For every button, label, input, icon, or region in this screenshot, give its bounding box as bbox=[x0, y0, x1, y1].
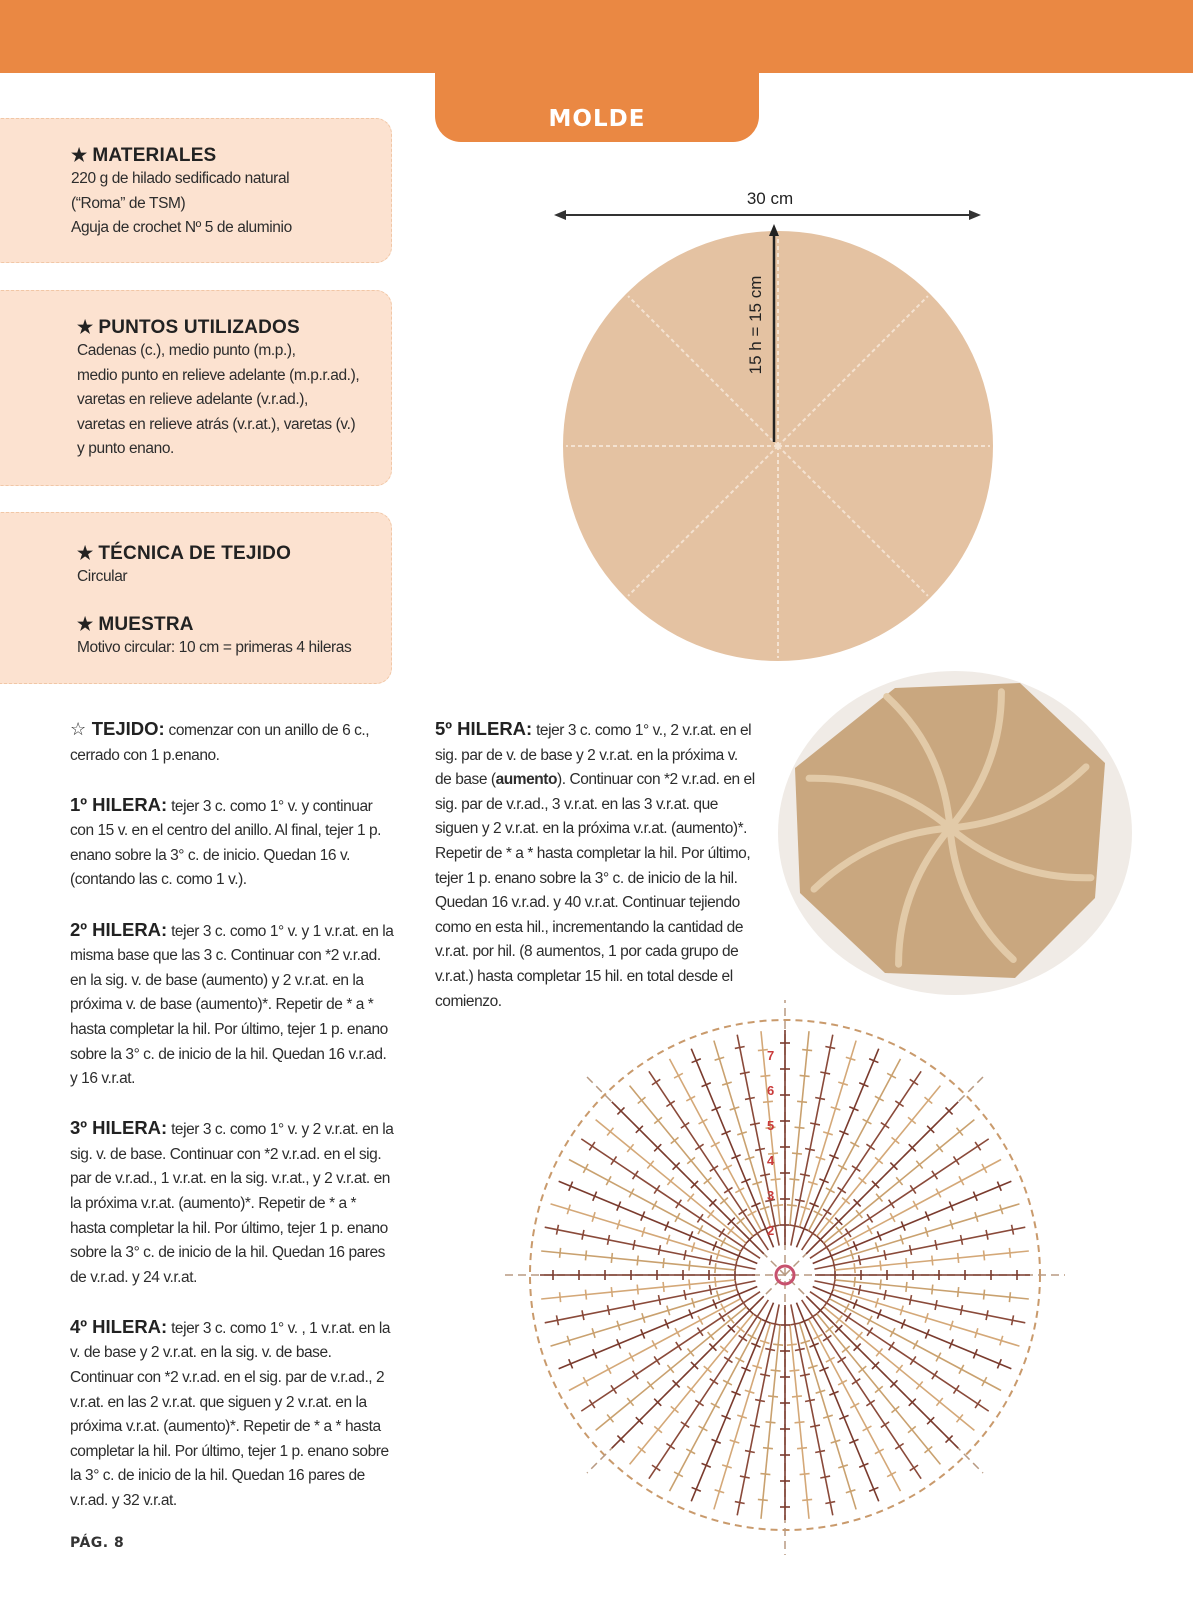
tejido-label: TEJIDO: bbox=[91, 718, 165, 739]
stitch-tick bbox=[984, 1250, 985, 1260]
stitch-tick bbox=[866, 1400, 874, 1406]
stitch-tick bbox=[755, 1400, 765, 1402]
stitch-tick bbox=[880, 1279, 881, 1289]
stitch-tick bbox=[792, 1153, 802, 1154]
stitch-tick bbox=[758, 1499, 768, 1500]
stitch-tick bbox=[684, 1290, 686, 1300]
stitch-line bbox=[796, 1303, 878, 1502]
stitch-tick bbox=[695, 1400, 703, 1406]
stitch-tick bbox=[739, 1209, 747, 1215]
stitch-tick bbox=[773, 1344, 783, 1345]
width-arrow-left-head bbox=[554, 210, 566, 220]
stitch-tick bbox=[741, 1299, 747, 1307]
stitch-tick bbox=[910, 1079, 918, 1085]
hilera-3-label: 3º HILERA: bbox=[70, 1117, 168, 1139]
materiales-title: MATERIALES bbox=[92, 145, 217, 166]
stitch-tick bbox=[795, 1422, 805, 1423]
stitch-tick bbox=[771, 1179, 781, 1180]
star-icon: ★ bbox=[71, 145, 88, 165]
stitch-tick bbox=[724, 1187, 732, 1193]
hilera-1-text: tejer 3 c. como 1° v. y continuar con 15 v. en el centro del anillo. Al final, tejer 1 p. enano sobre la 3° c. de inicio. Quedan 16 v. (contando las c. como 1 v.). bbox=[70, 797, 381, 889]
hollow-star-icon: ☆ bbox=[70, 719, 86, 739]
stitch-tick bbox=[654, 1185, 660, 1193]
stitch-tick bbox=[880, 1261, 881, 1271]
stitch-tick bbox=[910, 1185, 916, 1193]
tecnica-box bbox=[0, 512, 392, 684]
stitch-tick bbox=[910, 1465, 918, 1471]
materiales-box bbox=[0, 118, 392, 263]
stitch-tick bbox=[789, 1370, 799, 1371]
stitch-tick bbox=[637, 1256, 638, 1266]
stitch-tick bbox=[663, 1258, 664, 1268]
stitch-tick bbox=[910, 1295, 912, 1305]
hilera-2-paragraph bbox=[70, 918, 395, 1092]
knitted-beret-photo bbox=[775, 668, 1135, 998]
stitch-tick bbox=[958, 1253, 959, 1263]
puntos-title: PUNTOS UTILIZADOS bbox=[98, 317, 300, 338]
stitch-tick bbox=[867, 1328, 873, 1336]
stitch-tick bbox=[637, 1285, 638, 1295]
stitch-tick bbox=[611, 1253, 612, 1263]
stitch-line bbox=[559, 1181, 758, 1263]
stitch-tick bbox=[735, 1260, 737, 1270]
stitch-line bbox=[691, 1049, 773, 1248]
stitch-line bbox=[806, 1102, 958, 1254]
crochet-chart bbox=[500, 1000, 1080, 1580]
stitch-tick bbox=[838, 1187, 846, 1193]
stitch-tick bbox=[681, 1123, 689, 1129]
stitch-tick bbox=[556, 1315, 558, 1325]
stitch-tick bbox=[961, 1235, 963, 1245]
stitch-tick bbox=[825, 1502, 835, 1504]
stitch-tick bbox=[910, 1245, 912, 1255]
stitch-tick bbox=[881, 1422, 889, 1428]
chart-row-label: 5 bbox=[767, 1118, 775, 1133]
stitch-tick bbox=[1012, 1225, 1014, 1235]
stitch-line bbox=[612, 1296, 764, 1448]
stitch-tick bbox=[961, 1305, 963, 1315]
stitch-tick bbox=[790, 1323, 800, 1325]
stitch-tick bbox=[884, 1290, 886, 1300]
molde-tab bbox=[435, 60, 759, 142]
stitch-tick bbox=[859, 1255, 861, 1265]
star-icon: ★ bbox=[77, 543, 94, 563]
stitch-tick bbox=[735, 1502, 745, 1504]
stitch-tick bbox=[709, 1285, 711, 1295]
chart-row-label: 6 bbox=[767, 1083, 775, 1098]
stitch-tick bbox=[867, 1214, 873, 1222]
stitch-tick bbox=[739, 1335, 747, 1341]
stitch-tick bbox=[611, 1385, 617, 1393]
molde-tab-label: MOLDE bbox=[548, 106, 646, 132]
stitch-tick bbox=[760, 1075, 770, 1076]
stitch-tick bbox=[805, 1148, 815, 1150]
stitch-tick bbox=[975, 1400, 981, 1408]
width-arrow-right-head bbox=[969, 210, 981, 220]
muestra-text: Motivo circular: 10 cm = primeras 4 hileras bbox=[77, 638, 352, 656]
stitch-tick bbox=[763, 1448, 773, 1449]
stitch-tick bbox=[750, 1425, 760, 1427]
stitch-tick bbox=[666, 1444, 674, 1450]
stitch-line bbox=[813, 1286, 1012, 1368]
hilera-1-label: 1º HILERA: bbox=[70, 793, 168, 815]
stitch-tick bbox=[852, 1166, 860, 1172]
hilera-5-paragraph bbox=[435, 717, 755, 1014]
stitch-tick bbox=[802, 1050, 812, 1051]
stitch-tick bbox=[765, 1349, 775, 1351]
stitch-tick bbox=[935, 1300, 937, 1310]
stitch-tick bbox=[773, 1205, 783, 1206]
tecnica-text: Circular bbox=[77, 568, 128, 585]
stitch-tick bbox=[795, 1127, 805, 1128]
materiales-line: (“Roma” de TSM) bbox=[71, 194, 186, 212]
muestra-heading bbox=[77, 614, 351, 636]
stitch-tick bbox=[833, 1280, 835, 1290]
stitch-tick bbox=[809, 1231, 817, 1237]
molde-pattern-diagram bbox=[540, 180, 1000, 670]
stitch-tick bbox=[815, 1097, 825, 1099]
stitch-tick bbox=[906, 1282, 907, 1292]
stitch-tick bbox=[838, 1357, 846, 1363]
stitch-tick bbox=[884, 1250, 886, 1260]
stitch-tick bbox=[681, 1422, 689, 1428]
stitch-tick bbox=[740, 1476, 750, 1478]
stitch-tick bbox=[889, 1342, 895, 1350]
stitch-tick bbox=[760, 1174, 770, 1176]
stitch-tick bbox=[895, 1101, 903, 1107]
stitch-tick bbox=[763, 1101, 773, 1102]
tecnica-title: TÉCNICA DE TEJIDO bbox=[98, 543, 292, 564]
stitch-tick bbox=[797, 1448, 807, 1449]
stitch-tick bbox=[810, 1425, 820, 1427]
stitch-tick bbox=[663, 1282, 664, 1292]
stitch-tick bbox=[633, 1171, 639, 1179]
stitch-tick bbox=[633, 1240, 635, 1250]
stitch-tick bbox=[745, 1451, 755, 1453]
puntos-line: varetas en relieve adelante (v.r.ad.), bbox=[77, 391, 308, 408]
stitch-tick bbox=[633, 1371, 639, 1379]
stitch-tick bbox=[556, 1225, 558, 1235]
page-number: PÁG. 8 bbox=[70, 1535, 125, 1551]
stitch-tick bbox=[585, 1250, 586, 1260]
stitch-tick bbox=[932, 1371, 938, 1379]
stitch-tick bbox=[823, 1209, 831, 1215]
chart-row-labels bbox=[767, 1048, 775, 1238]
hilera-2-text: tejer 3 c. como 1° v. y 1 v.r.at. en la misma base que las 3 c. Continuar con *2 v.r.ad. en la sig. v. de base (aumento) y 2 v.r.at. en la próxima v. de base (aumento)*. Repetir de * a * hasta completar la hil. Por último, tejer 1 p. enano sobre la 3° c. de inicio de la hil. Quedan 16 v.r.ad. y 16 v.r.at. bbox=[70, 922, 394, 1088]
stitch-tick bbox=[820, 1476, 830, 1478]
radius-label: 15 h = 15 cm bbox=[746, 275, 765, 375]
stitch-line bbox=[796, 1049, 878, 1248]
puntos-line: medio punto en relieve adelante (m.p.r.ad.), bbox=[77, 366, 360, 384]
width-label: 30 cm bbox=[746, 189, 794, 208]
stitch-tick bbox=[1009, 1248, 1010, 1258]
chart-row-label: 2 bbox=[767, 1223, 775, 1238]
stitch-tick bbox=[986, 1310, 988, 1320]
stitch-tick bbox=[695, 1144, 703, 1150]
stitch-tick bbox=[854, 1263, 855, 1273]
stitch-tick bbox=[719, 1229, 725, 1237]
stitch-tick bbox=[815, 1451, 825, 1453]
stitch-line bbox=[612, 1102, 764, 1254]
stitch-line bbox=[559, 1286, 758, 1368]
materiales-heading bbox=[71, 145, 292, 167]
stitch-tick bbox=[787, 1344, 797, 1345]
stitch-tick bbox=[845, 1313, 851, 1321]
stitch-tick bbox=[845, 1229, 851, 1237]
stitch-tick bbox=[740, 1072, 750, 1074]
stitch-tick bbox=[753, 1231, 761, 1237]
hilera-5-text-a: tejer 3 c. como 1° v., 2 v.r.at. en el sig. par de v. de base y 2 v.r.at. en la próxima v. de base ( bbox=[435, 722, 752, 789]
stitch-tick bbox=[770, 1323, 780, 1325]
materiales-line: 220 g de hilado sedificado natural bbox=[71, 170, 290, 187]
stitch-tick bbox=[741, 1243, 747, 1251]
stitch-tick bbox=[833, 1260, 835, 1270]
stitch-tick bbox=[881, 1123, 889, 1129]
puntos-box bbox=[0, 290, 392, 486]
stitch-tick bbox=[710, 1379, 718, 1385]
stitch-tick bbox=[697, 1214, 703, 1222]
stitch-tick bbox=[560, 1248, 561, 1258]
stitch-tick bbox=[709, 1255, 711, 1265]
materiales-line: Aguja de crochet Nº 5 de aluminio bbox=[71, 219, 292, 236]
stitch-tick bbox=[745, 1097, 755, 1099]
chart-row-label: 4 bbox=[767, 1153, 775, 1168]
stitch-tick bbox=[984, 1290, 985, 1300]
tejido-paragraph bbox=[70, 717, 395, 768]
stitch-line bbox=[806, 1296, 958, 1448]
puntos-line: y punto enano. bbox=[77, 440, 174, 457]
stitch-tick bbox=[560, 1292, 561, 1302]
stitch-tick bbox=[787, 1205, 797, 1206]
stitch-tick bbox=[715, 1263, 716, 1273]
stitch-tick bbox=[958, 1287, 959, 1297]
stitch-tick bbox=[771, 1370, 781, 1371]
hilera-5-text-b: ). Continuar con *2 v.r.ad. en el sig. par de v.r.ad., 3 v.r.at. en las 3 v.r.at. que siguen y 2 v.r.at. en la próxima v.r.at. (aumento)*. Repetir de * a * hasta completar la hil. Por último, tejer 1 p. enano sobre la 3° c. de inicio de la hil. Quedan 16 v.r.ad. y 40 v.r.at. Continuar tejiendo como en esta hil., incrementando la cantidad de v.r.at. por hil. (8 aumentos, 1 por cada grupo de v.r.at.) hasta completar 15 hil. en total desde el comienzo. bbox=[435, 771, 755, 1010]
stitch-tick bbox=[797, 1101, 807, 1102]
stitch-tick bbox=[666, 1101, 674, 1107]
hilera-3-text: tejer 3 c. como 1° v. y 2 v.r.at. en la sig. v. de base. Continuar con *2 v.r.ad. en el sig. par de v.r.ad., 1 v.r.at. en la sig. v.r.at., y 2 v.r.at. en la próxima v.r.at. (aumento)*. Repetir de * a * hasta completar la hil. Por último, tejer 1 p. enano sobre la 3° c. de inicio de la hil. Quedan 16 pares de v.r.ad. y 24 v.r.at. bbox=[70, 1121, 394, 1286]
stitch-tick bbox=[589, 1142, 595, 1150]
stitch-tick bbox=[809, 1314, 817, 1320]
stitch-tick bbox=[582, 1230, 584, 1240]
hilera-2-label: 2º HILERA: bbox=[70, 918, 168, 940]
stitch-tick bbox=[795, 1199, 805, 1201]
stitch-tick bbox=[735, 1280, 737, 1290]
stitch-tick bbox=[825, 1046, 835, 1048]
stitch-tick bbox=[889, 1200, 895, 1208]
stitch-tick bbox=[585, 1290, 586, 1300]
stitch-tick bbox=[932, 1171, 938, 1179]
stitch-tick bbox=[910, 1356, 916, 1364]
hilera-1-paragraph bbox=[70, 793, 395, 893]
stitch-tick bbox=[633, 1300, 635, 1310]
stitch-tick bbox=[766, 1422, 776, 1423]
stitch-tick bbox=[715, 1277, 716, 1287]
stitch-tick bbox=[719, 1313, 725, 1321]
stitch-tick bbox=[607, 1305, 609, 1315]
hilera-5-bold: aumento bbox=[495, 771, 558, 789]
tecnica-heading bbox=[77, 543, 351, 565]
stitch-tick bbox=[800, 1374, 810, 1376]
stitch-tick bbox=[854, 1277, 855, 1287]
stitch-tick bbox=[800, 1075, 810, 1076]
stitch-tick bbox=[800, 1474, 810, 1475]
stitch-tick bbox=[805, 1400, 815, 1402]
stitch-tick bbox=[802, 1499, 812, 1500]
star-icon: ★ bbox=[77, 317, 94, 337]
stitch-tick bbox=[710, 1166, 718, 1172]
stitch-tick bbox=[824, 1299, 830, 1307]
hilera-3-paragraph bbox=[70, 1116, 395, 1290]
stitch-tick bbox=[810, 1123, 820, 1125]
instructions-middle-column bbox=[435, 717, 755, 1039]
hilera-4-text: tejer 3 c. como 1° v. , 1 v.r.at. en la v. de base y 2 v.r.at. en la sig. v. de base. Continuar con *2 v.r.ad. en el sig. par de v.r.ad., 2 v.r.at. en las 2 v.r.at. que siguen y 2 v.r.at. en la próxima v.r.at. (aumento)*. Repetir de * a * hasta completar la hil. Por último, tejer 1 p. enano sobre la 3° c. de inicio de la hil. Quedan 16 pares de v.r.ad. y 32 v.r.at. bbox=[70, 1319, 391, 1510]
muestra-title: MUESTRA bbox=[98, 613, 194, 635]
radius-arrow-head bbox=[769, 224, 779, 236]
stitch-tick bbox=[684, 1250, 686, 1260]
stitch-line bbox=[813, 1181, 1012, 1263]
hilera-5-label: 5º HILERA: bbox=[435, 718, 533, 739]
stitch-tick bbox=[820, 1072, 830, 1074]
stitch-tick bbox=[750, 1123, 760, 1125]
stitch-tick bbox=[800, 1174, 810, 1176]
stitch-tick bbox=[735, 1046, 745, 1048]
stitch-tick bbox=[895, 1444, 903, 1450]
stitch-tick bbox=[753, 1314, 761, 1320]
stitch-tick bbox=[689, 1279, 690, 1289]
stitch-tick bbox=[932, 1256, 933, 1266]
stitch-tick bbox=[866, 1144, 874, 1150]
star-icon: ★ bbox=[77, 613, 94, 634]
stitch-tick bbox=[658, 1245, 660, 1255]
stitch-tick bbox=[760, 1374, 770, 1376]
stitch-tick bbox=[795, 1349, 805, 1351]
puntos-line: varetas en relieve atrás (v.r.at.), varetas (v.) bbox=[77, 415, 356, 433]
stitch-tick bbox=[676, 1200, 682, 1208]
stitch-tick bbox=[935, 1240, 937, 1250]
stitch-line bbox=[691, 1303, 773, 1502]
stitch-tick bbox=[611, 1287, 612, 1297]
stitch-tick bbox=[652, 1465, 660, 1471]
hilera-4-paragraph bbox=[70, 1315, 395, 1514]
stitch-tick bbox=[954, 1156, 960, 1164]
stitch-tick bbox=[689, 1261, 690, 1271]
stitch-tick bbox=[582, 1310, 584, 1320]
stitch-tick bbox=[607, 1235, 609, 1245]
chart-row-label: 7 bbox=[767, 1048, 775, 1063]
stitch-tick bbox=[986, 1230, 988, 1240]
stitch-tick bbox=[676, 1342, 682, 1350]
stitch-tick bbox=[1009, 1292, 1010, 1302]
stitch-tick bbox=[755, 1148, 765, 1150]
stitch-tick bbox=[652, 1079, 660, 1085]
stitch-tick bbox=[792, 1396, 802, 1397]
puntos-line: Cadenas (c.), medio punto (m.p.), bbox=[77, 342, 296, 359]
stitch-tick bbox=[906, 1258, 907, 1268]
stitch-tick bbox=[1012, 1315, 1014, 1325]
stitch-tick bbox=[852, 1379, 860, 1385]
tejido-text: comenzar con un anillo de 6 c., cerrado con 1 p.enano. bbox=[70, 722, 370, 764]
stitch-tick bbox=[932, 1285, 933, 1295]
stitch-tick bbox=[658, 1295, 660, 1305]
instructions-left-column bbox=[70, 717, 395, 1538]
chart-row-label: 3 bbox=[767, 1188, 775, 1203]
hilera-4-label: 4º HILERA: bbox=[70, 1315, 168, 1337]
stitch-tick bbox=[859, 1285, 861, 1295]
stitch-tick bbox=[760, 1474, 770, 1475]
puntos-heading bbox=[77, 317, 359, 339]
stitch-tick bbox=[724, 1357, 732, 1363]
stitch-tick bbox=[697, 1328, 703, 1336]
stitch-tick bbox=[654, 1356, 660, 1364]
stitch-tick bbox=[768, 1396, 778, 1397]
stitch-tick bbox=[824, 1243, 830, 1251]
stitch-tick bbox=[789, 1179, 799, 1180]
stitch-tick bbox=[611, 1156, 617, 1164]
stitch-tick bbox=[975, 1142, 981, 1150]
stitch-tick bbox=[790, 1225, 800, 1227]
stitch-tick bbox=[823, 1335, 831, 1341]
stitch-tick bbox=[589, 1400, 595, 1408]
stitch-tick bbox=[954, 1385, 960, 1393]
